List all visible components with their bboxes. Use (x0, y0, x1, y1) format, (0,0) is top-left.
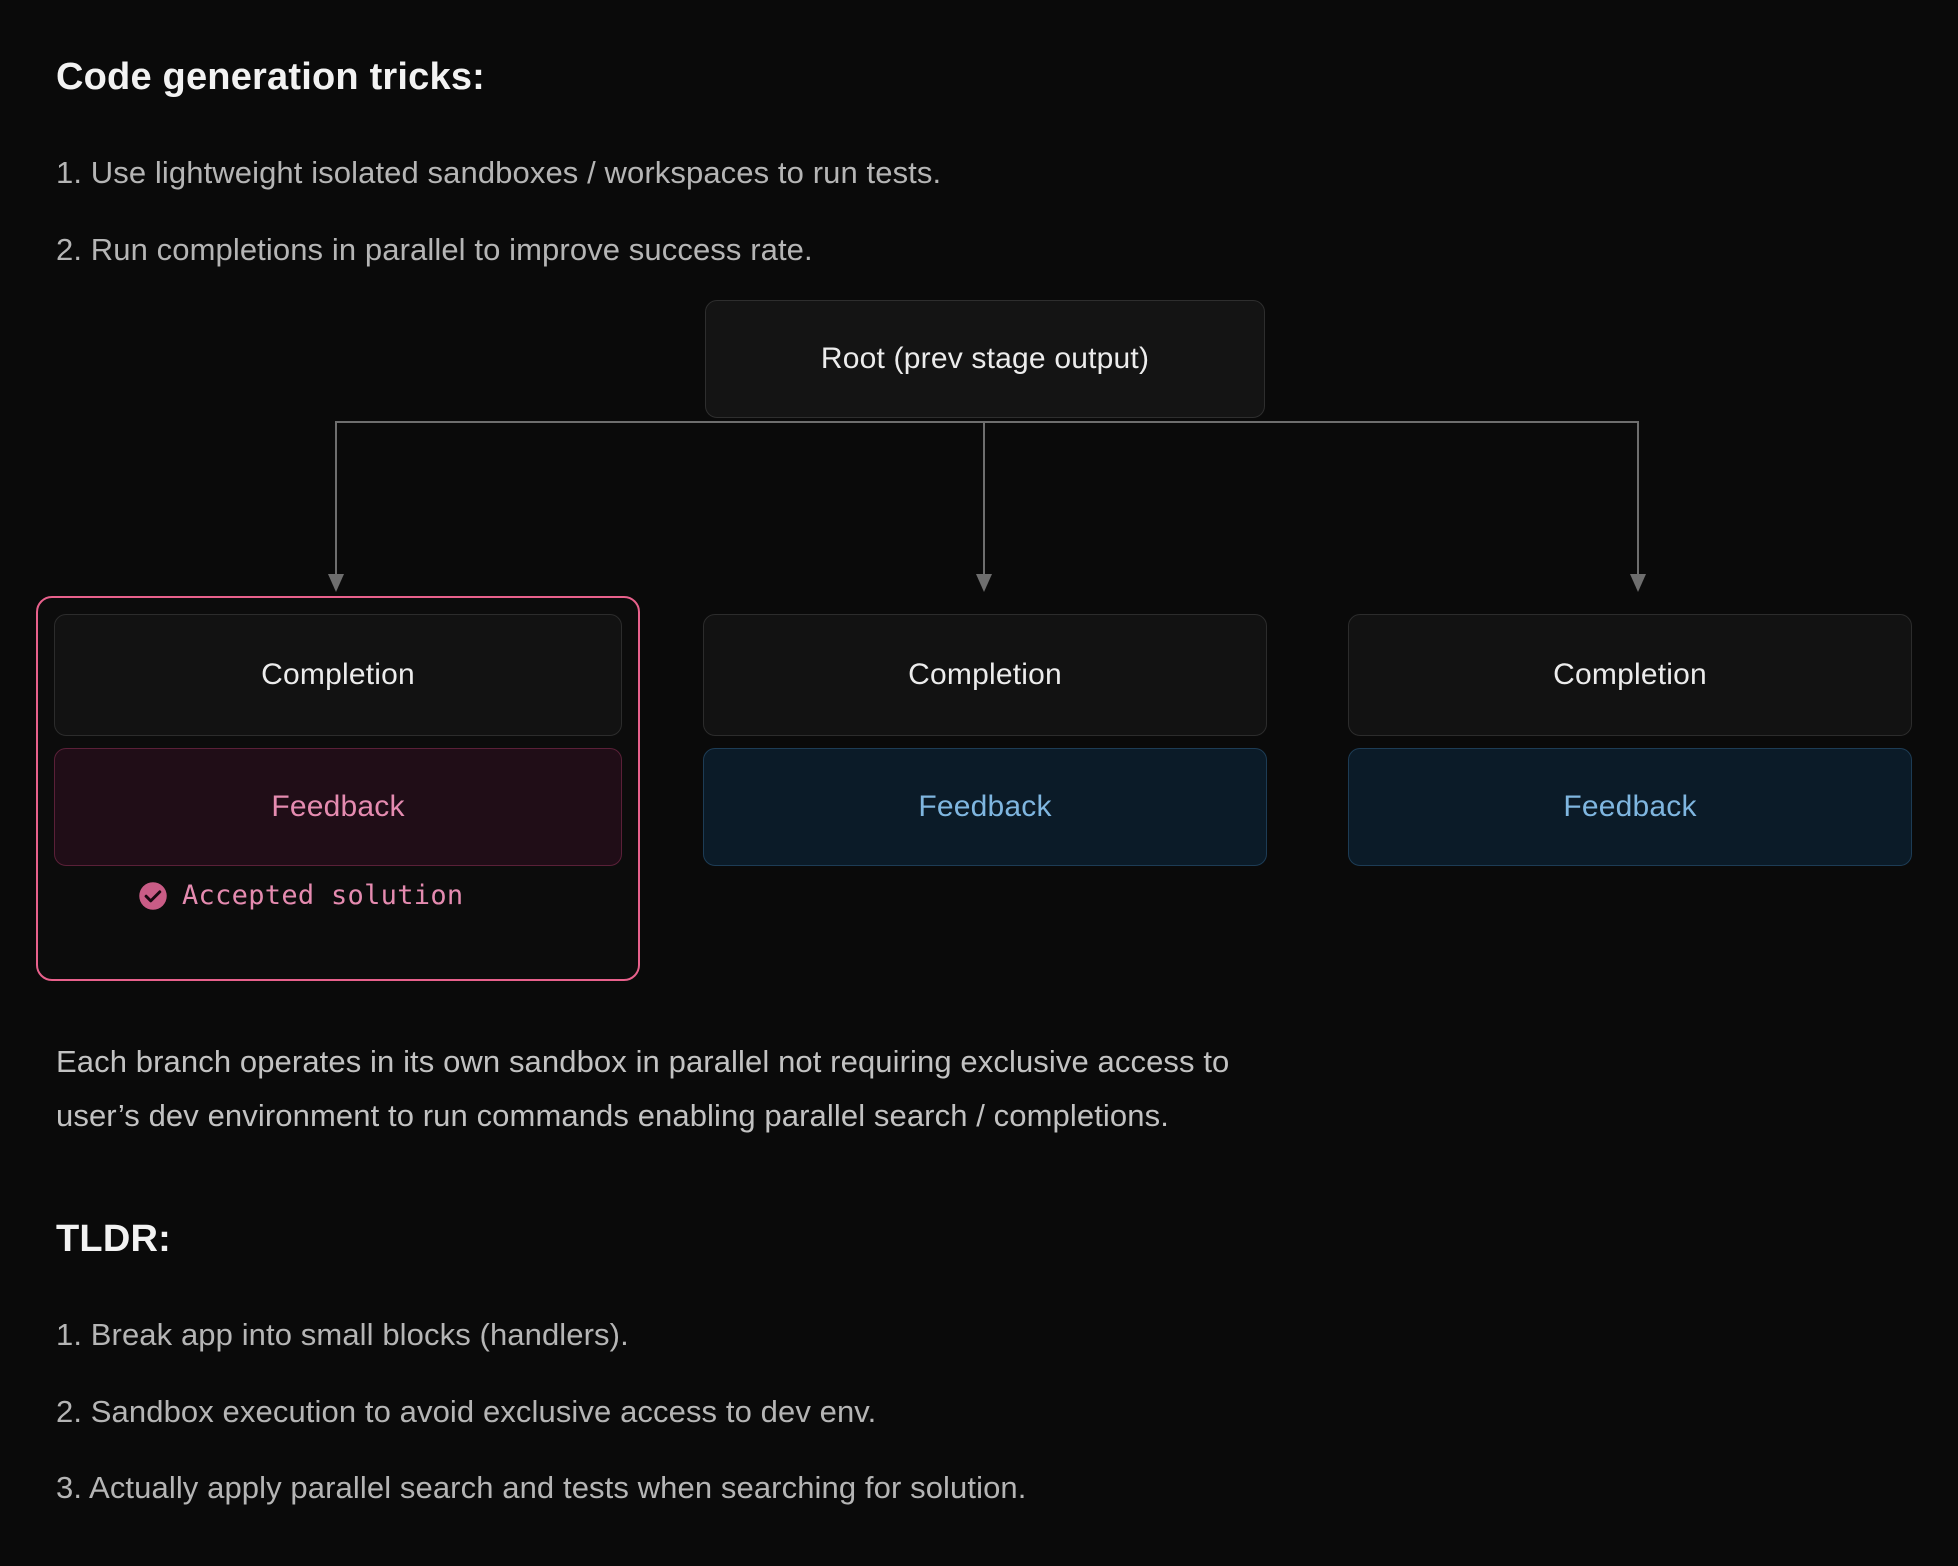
accepted-solution-label: Accepted solution (182, 880, 464, 911)
node-root[interactable]: Root (prev stage output) (705, 300, 1265, 418)
check-circle-icon (138, 881, 168, 911)
tricks-item-1: 1. Use lightweight isolated sandboxes / workspaces to run tests. (56, 155, 942, 190)
diagram-caption-line-1: Each branch operates in its own sandbox in parallel not requiring exclusive access to (56, 1044, 1230, 1079)
accepted-solution-badge (138, 880, 463, 911)
node-feedback-1[interactable]: Feedback (54, 748, 622, 866)
tldr-item-2: 2. Sandbox execution to avoid exclusive access to dev env. (56, 1394, 877, 1429)
diagram-caption-line-2: user’s dev environment to run commands enabling parallel search / completions. (56, 1098, 1169, 1133)
tricks-item-2: 2. Run completions in parallel to improve success rate. (56, 232, 813, 267)
node-completion-1[interactable]: Completion (54, 614, 622, 736)
tldr-item-1: 1. Break app into small blocks (handlers). (56, 1317, 629, 1352)
node-feedback-2[interactable]: Feedback (703, 748, 1267, 866)
node-completion-3[interactable]: Completion (1348, 614, 1912, 736)
tldr-item-3: 3. Actually apply parallel search and tests when searching for solution. (56, 1470, 1027, 1505)
page-title-code-generation-tricks: Code generation tricks: (56, 56, 486, 98)
parallel-completion-diagram (0, 330, 1958, 990)
page-title-tldr: TLDR: (56, 1218, 171, 1260)
node-feedback-3[interactable]: Feedback (1348, 748, 1912, 866)
node-completion-2[interactable]: Completion (703, 614, 1267, 736)
